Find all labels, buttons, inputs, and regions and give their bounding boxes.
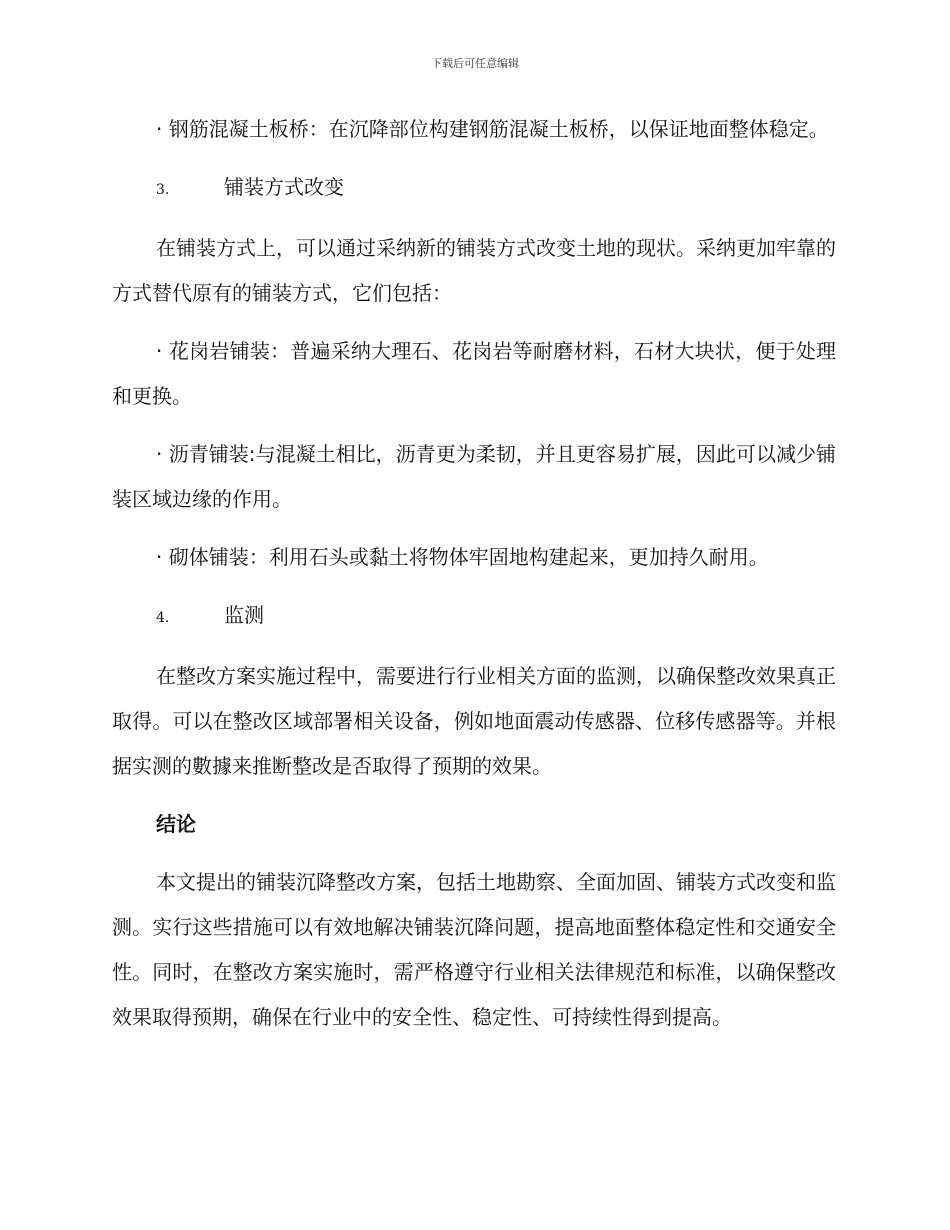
bullet-paragraph: · 沥青铺装:与混凝土相比，沥青更为柔韧，并且更容易扩展，因此可以减少铺装区域边缘的作用。 <box>112 442 836 511</box>
section-heading <box>112 165 836 213</box>
body-paragraph: 在铺装方式上，可以通过采纳新的铺装方式改变土地的现状。采纳更加牢靠的方式替代原有的铺装方式，它们包括： <box>112 236 836 305</box>
conclusion-paragraph: 本文提出的铺装沉降整改方案，包括土地勘察、全面加固、铺装方式改变和监测。实行这些措施可以有效地解决铺装沉降问题，提高地面整体稳定性和交通安全性。同时，在整改方案实施时，需严格遵守行业相关法律规范和标准，以确保整改效果取得预期，确保在行业中的安全性、稳定性、可持续性得到提高。 <box>112 870 836 1029</box>
section-number: 3. <box>156 182 170 198</box>
body-paragraph: 在整改方案实施过程中，需要进行行业相关方面的监测，以确保整改效果真正取得。可以在整改区域部署相关设备，例如地面震动传感器、位移传感器等。并根据实测的數據来推断整改是否取得了预期的效果。 <box>112 664 836 778</box>
section-heading <box>112 593 836 641</box>
document-body <box>112 107 836 1053</box>
bullet-paragraph: · 钢筋混凝土板桥：在沉降部位构建钢筋混凝土板桥，以保证地面整体稳定。 <box>156 117 829 141</box>
conclusion-heading: 结论 <box>156 812 196 836</box>
section-title: 铺装方式改变 <box>224 175 344 199</box>
bullet-paragraph: · 花岗岩铺装：普遍采纳大理石、花岗岩等耐磨材料，石材大块状，便于处理和更换。 <box>112 339 836 408</box>
bullet-paragraph: · 砌体铺装：利用石头或黏土将物体牢固地构建起来，更加持久耐用。 <box>156 545 769 569</box>
section-title: 监测 <box>224 603 264 627</box>
page-header: 下载后可任意编辑 <box>431 57 519 70</box>
section-number: 4. <box>156 610 170 626</box>
